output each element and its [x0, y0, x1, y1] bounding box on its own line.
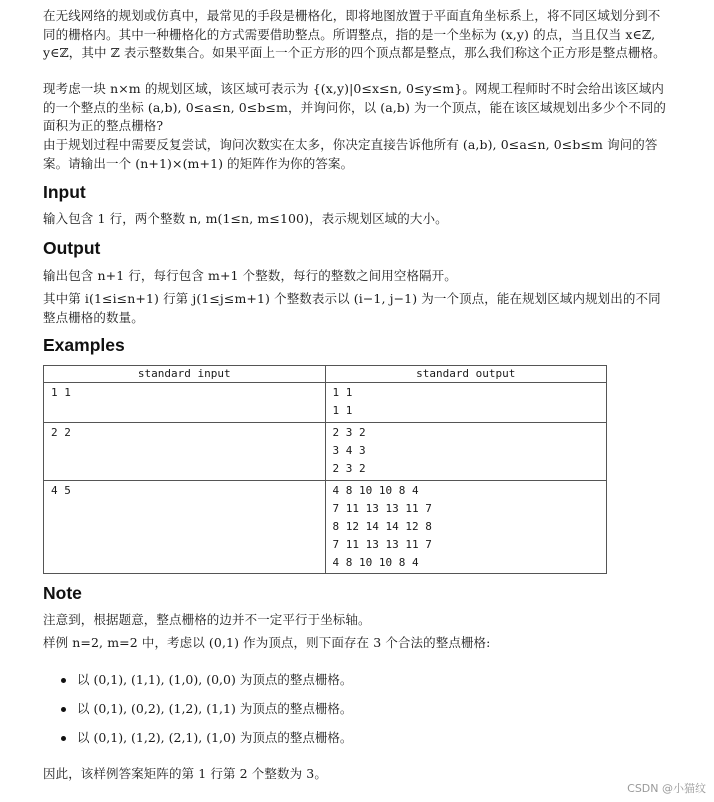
input-heading: Input	[43, 182, 86, 202]
example-output-line: 3 4 3	[332, 444, 366, 457]
example-output-cell	[325, 481, 607, 574]
example-input-cell	[44, 423, 326, 481]
example-row	[44, 423, 607, 481]
example-output-line: 1 1	[332, 404, 353, 417]
example-output-line: 7 11 13 13 11 7	[332, 502, 432, 515]
standard-output-header: standard output	[325, 366, 607, 383]
intro-paragraph-2: 现考虑一块 n×m 的规划区域，该区域可表示为 {(x,y)|0≤x≤n, 0≤y≤m}。网规工程师时不时会给出该区域内的一个整点的坐标 (a,b), 0≤a≤n, 0≤b≤m，并询问你，以 (a,b) 为一个顶点，能在该区域规划出多少个不同的面积为正的整点栅格?	[43, 81, 667, 133]
note-list-item	[43, 700, 667, 729]
example-output-line: 8 12 14 14 12 8	[332, 520, 432, 533]
example-input-cell	[44, 481, 326, 574]
example-row	[44, 481, 607, 574]
examples-table	[43, 365, 607, 574]
example-output-line: 4 8 10 10 8 4	[332, 556, 419, 569]
example-output-cell	[325, 383, 607, 423]
note-heading: Note	[43, 583, 82, 603]
example-row	[44, 383, 607, 423]
note-list-item-text: 以 (0,1), (1,1), (1,0), (0,0) 为顶点的整点栅格。	[77, 672, 353, 687]
note-list	[43, 671, 667, 758]
output-heading: Output	[43, 238, 101, 258]
bullet-icon	[61, 707, 66, 712]
note-list-item-text: 以 (0,1), (1,2), (2,1), (1,0) 为顶点的整点栅格。	[77, 730, 353, 745]
output-description-2: 其中第 i(1≤i≤n+1) 行第 j(1≤j≤m+1) 个整数表示以 (i−1, j−1) 为一个顶点，能在规划区域内规划出的不同整点栅格的数量。	[43, 291, 661, 325]
example-output-cell	[325, 423, 607, 481]
bullet-icon	[61, 678, 66, 683]
example-output-line: 1 1	[332, 386, 353, 399]
standard-input-header: standard input	[44, 366, 326, 383]
example-output-line: 2 3 2	[332, 426, 366, 439]
example-output-line: 4 8 10 10 8 4	[332, 484, 419, 497]
note-list-item	[43, 671, 667, 700]
note-list-item	[43, 729, 667, 758]
note-list-item-text: 以 (0,1), (0,2), (1,2), (1,1) 为顶点的整点栅格。	[77, 701, 353, 716]
csdn-watermark: CSDN @小猫纹	[627, 782, 706, 795]
output-description-1: 输出包含 n+1 行，每行包含 m+1 个整数，每行的整数之间用空格隔开。	[43, 268, 457, 283]
intro-paragraph-1: 在无线网络的规划或仿真中，最常见的手段是栅格化，即将地图放置于平面直角坐标系上，将不同区域划分到不同的栅格内。其中一种栅格化的方式需要借助整点。所谓整点，指的是一个坐标为 (x,y) 的点，当且仅当 x∈ℤ, y∈ℤ，其中 ℤ 表示整数集合。如果平面上一个正方形的四个顶点都是整点，那么我们称这个正方形是整点栅格。	[43, 8, 666, 60]
note-paragraph-2: 样例 n=2, m=2 中，考虑以 (0,1) 作为顶点，则下面存在 3 个合法的整点栅格:	[43, 635, 491, 650]
example-input-line: 2 2	[51, 426, 71, 439]
note-paragraph-1: 注意到，根据题意，整点栅格的边并不一定平行于坐标轴。	[43, 612, 371, 627]
note-conclusion: 因此，该样例答案矩阵的第 1 行第 2 个整数为 3。	[43, 766, 327, 781]
examples-header-row	[44, 366, 607, 383]
input-description: 输入包含 1 行，两个整数 n, m(1≤n, m≤100)，表示规划区域的大小。	[43, 211, 448, 226]
intro-paragraph-3: 由于规划过程中需要反复尝试，询问次数实在太多，你决定直接告诉他所有 (a,b), 0≤a≤n, 0≤b≤m 询问的答案。请输出一个 (n+1)×(m+1) 的矩阵作为你的答案。	[43, 137, 658, 171]
example-output-line: 2 3 2	[332, 462, 366, 475]
examples-heading: Examples	[43, 335, 125, 355]
example-input-line: 4 5	[51, 484, 71, 497]
bullet-icon	[61, 736, 66, 741]
example-input-cell	[44, 383, 326, 423]
example-output-line: 7 11 13 13 11 7	[332, 538, 432, 551]
example-input-line: 1 1	[51, 386, 71, 399]
